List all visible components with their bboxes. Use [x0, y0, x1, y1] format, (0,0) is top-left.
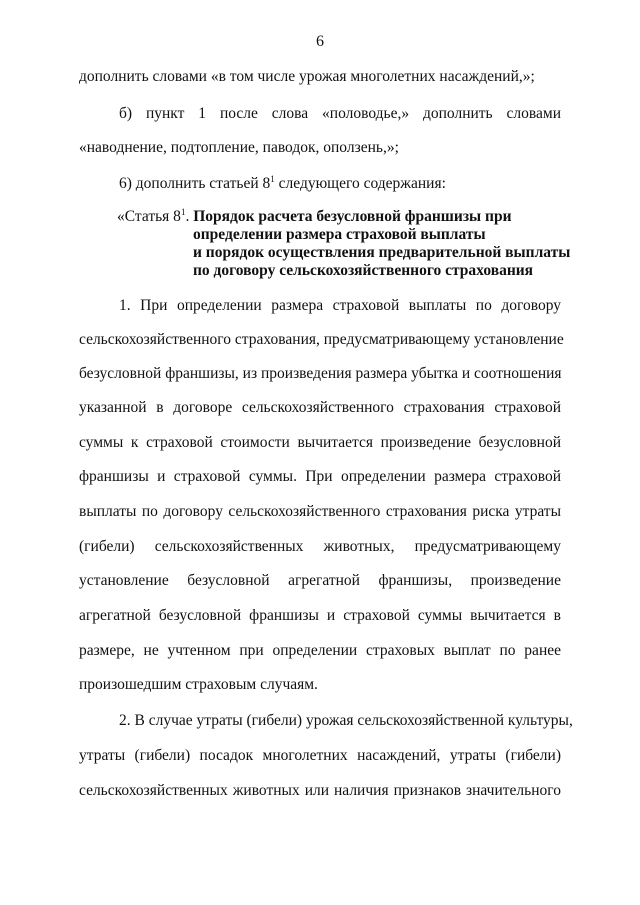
- paragraph-1-line: 1. При определении размера страховой выплаты по договору: [119, 297, 561, 314]
- paragraph-1-line: произошедшим страховым случаям.: [79, 676, 318, 693]
- article-heading-line-1: Порядок расчета безусловной франшизы при: [193, 208, 512, 225]
- text-line-4-sup: 1: [270, 174, 275, 184]
- paragraph-1-line: франшизы и страховой суммы. При определении размера страховой: [79, 468, 561, 485]
- article-heading-prefix-dot: .: [185, 208, 194, 225]
- article-heading-prefix: «Статья 8: [117, 208, 181, 225]
- text-line-4-pre: 6) дополнить статьей 8: [119, 175, 271, 192]
- paragraph-1-line: (гибели) сельскохозяйственных животных, предусматривающему: [79, 538, 561, 555]
- text-line-1: дополнить словами «в том числе урожая многолетних насаждений,»;: [79, 68, 535, 85]
- paragraph-2-line: 2. В случае утраты (гибели) урожая сельскохозяйственной культуры,: [119, 712, 573, 729]
- paragraph-2-line: утраты (гибели) посадок многолетних насаждений, утраты (гибели): [79, 747, 561, 764]
- article-heading-line-3: и порядок осуществления предварительной выплаты: [193, 244, 571, 261]
- paragraph-1-line: установление безусловной агрегатной франшизы, произведение: [79, 572, 561, 589]
- article-heading-line-4: по договору сельскохозяйственного страхования: [193, 262, 534, 279]
- article-heading-line-2: определении размера страховой выплаты: [193, 226, 486, 243]
- paragraph-1-line: размере, не учтенном при определении страховых выплат по ранее: [79, 642, 561, 659]
- paragraph-1-line: выплаты по договору сельскохозяйственного страхования риска утраты: [79, 503, 561, 520]
- paragraph-2-line: сельскохозяйственных животных или наличия признаков значительного: [79, 782, 561, 799]
- paragraph-1-line: агрегатной безусловной франшизы и страховой суммы вычитается в: [79, 607, 561, 624]
- paragraph-1-line: сельскохозяйственного страхования, предусматривающему установление: [79, 331, 564, 348]
- paragraph-1-line: указанной в договоре сельскохозяйственного страхования страховой: [79, 399, 561, 416]
- text-line-4: [119, 174, 561, 194]
- paragraph-1-line: суммы к страховой стоимости вычитается произведение безусловной: [79, 434, 561, 451]
- page-number: 6: [316, 33, 324, 50]
- text-line-2: б) пункт 1 после слова «половодье,» дополнить словами: [119, 105, 561, 122]
- text-line-3: «наводнение, подтопление, паводок, оползень,»;: [79, 139, 399, 156]
- text-line-4-post: следующего содержания:: [274, 175, 446, 192]
- paragraph-1-line: безусловной франшизы, из произведения размера убытка и соотношения: [79, 365, 562, 382]
- article-heading-prefix-sup: 1: [180, 207, 186, 217]
